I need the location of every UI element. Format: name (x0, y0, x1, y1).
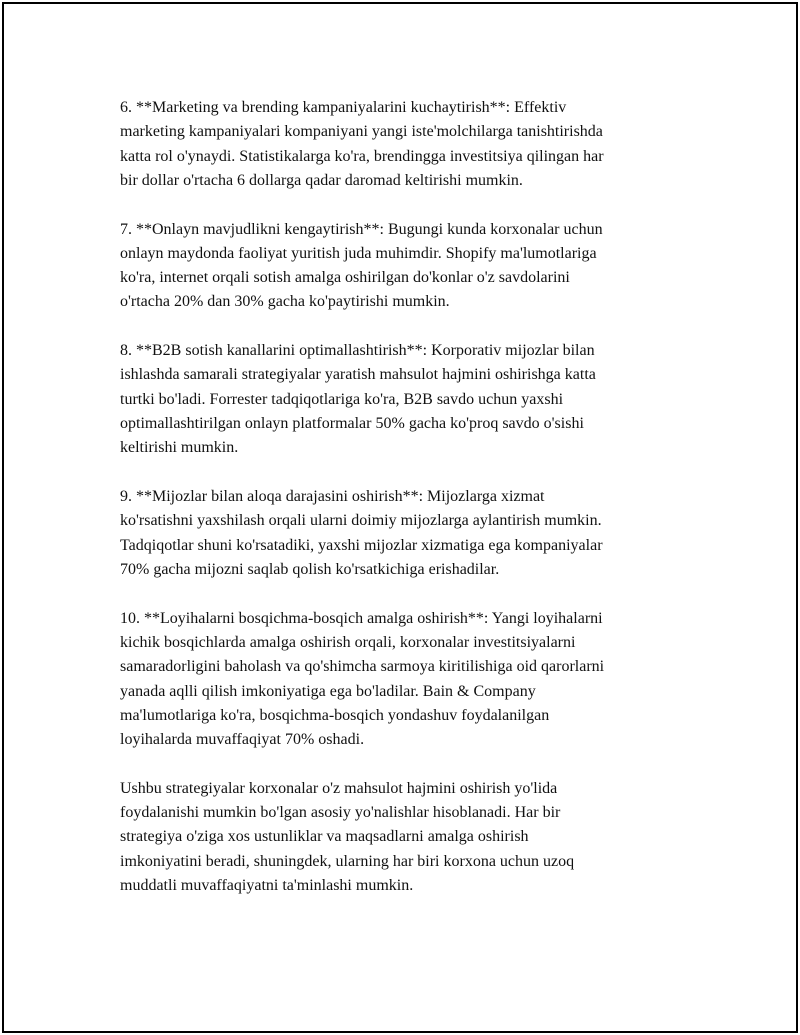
conclusion-paragraph: Ushbu strategiyalar korxonalar o'z mahsulot hajmini oshirish yo'lida foydalanishi mumkin bo'lgan asosiy yo'nalishlar hisoblanadi. Har bir strategiya o'ziga xos ustunliklar va maqsadlarni amalga oshirish imkoniyatini beradi, shuningdek, ularning har biri korxona uchun uzoq muddatli muvaffaqiyatni ta'minlashi mumkin. (120, 779, 575, 894)
paragraph-item-8: 8. **B2B sotish kanallarini optimallashtirish**: Korporativ mijozlar bilan ishlashda samarali strategiyalar yaratish mahsulot hajmini oshirishga katta turtki bo'ladi. Forrester tadqiqotlariga ko'ra, B2B savdo uchun yaxshi optimallashtirilgan onlayn platformalar 50% gacha ko'proq savdo o'sishi keltirishi mumkin. (120, 342, 596, 457)
document-body (120, 96, 680, 923)
paragraph-item-7: 7. **Onlayn mavjudlikni kengaytirish**: Bugungi kunda korxonalar uchun onlayn maydonda faoliyat yuritish juda muhimdir. Shopify ma'lumotlariga ko'ra, internet orqali sotish amalga oshirilgan do'konlar o'z savdolarini o'rtacha 20% dan 30% gacha ko'paytirishi mumkin. (120, 220, 603, 311)
document-page (2, 2, 798, 1033)
paragraph-item-6: 6. **Marketing va brending kampaniyalarini kuchaytirish**: Effektiv marketing kampaniyalari kompaniyani yangi iste'molchilarga tanishtirishda katta rol o'ynaydi. Statistikalarga ko'ra, brendingga investitsiya qilingan har bir dollar o'rtacha 6 dollarga qadar daromad keltirishi mumkin. (120, 99, 604, 189)
paragraph-item-10: 10. **Loyihalarni bosqichma-bosqich amalga oshirish**: Yangi loyihalarni kichik bosqichlarda amalga oshirish orqali, korxonalar investitsiyalarni samaradorligini baholash va qo'shimcha sarmoya kiritilishiga oid qarorlarni yanada aqlli qilish imkoniyatiga ega bo'ladilar. Bain & Company ma'lumotlariga ko'ra, bosqichma-bosqich yondashuv foydalanilgan loyihalarda muvaffaqiyat 70% oshadi. (120, 609, 605, 749)
paragraph-item-9: 9. **Mijozlar bilan aloqa darajasini oshirish**: Mijozlarga xizmat ko'rsatishni yaxshilash orqali ularni doimiy mijozlarga aylantirish mumkin. Tadqiqotlar shuni ko'rsatadiki, yaxshi mijozlar xizmatiga ega kompaniyalar 70% gacha mijozni saqlab qolish ko'rsatkichiga erishadilar. (120, 488, 603, 578)
